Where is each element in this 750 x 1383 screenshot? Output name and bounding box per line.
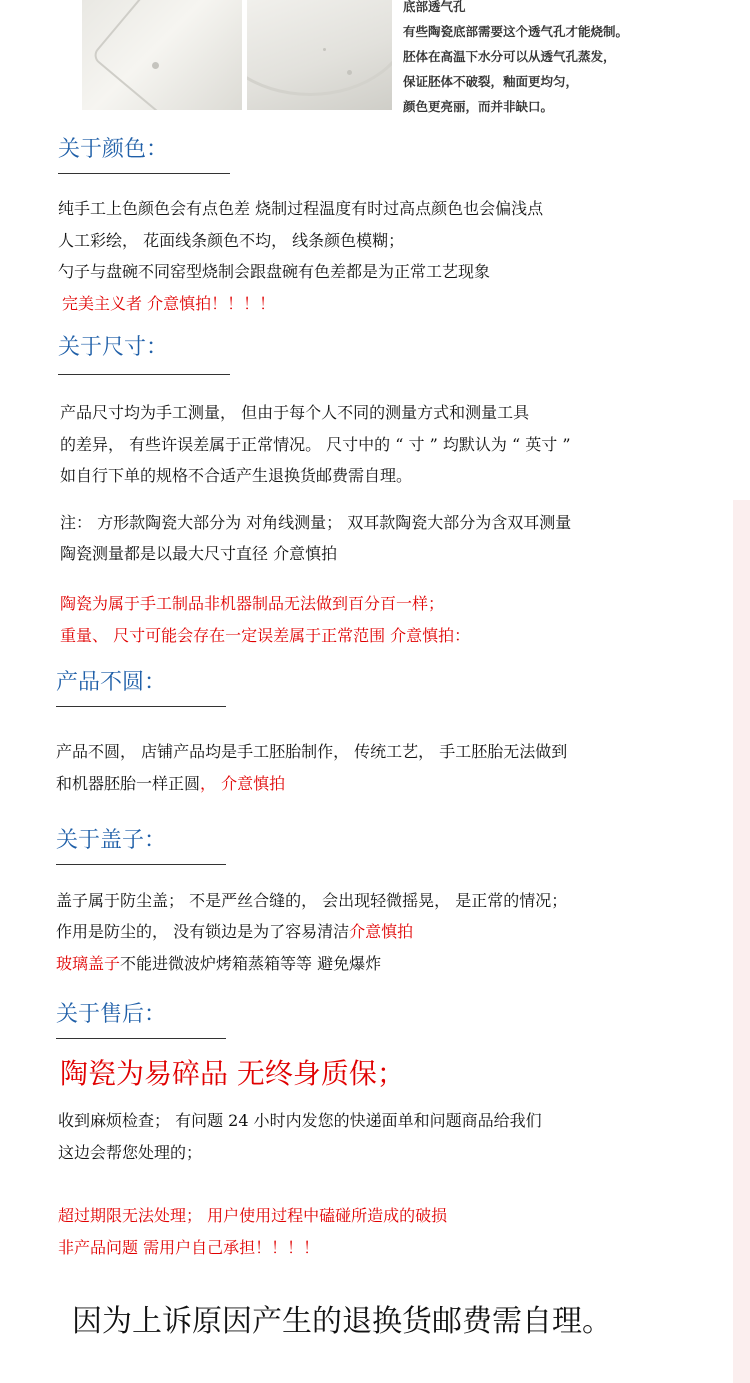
heading-underline (56, 864, 226, 865)
aftersale-text-line: 收到麻烦检查； 有问题 24 小时内发您的快递面单和问题商品给我们 (58, 1111, 542, 1130)
lid-text-line (56, 919, 413, 942)
vent-hole-note: 颜色更亮丽，而并非缺口。 (403, 99, 554, 114)
heading-underline (58, 173, 230, 174)
vent-hole-dot (152, 62, 159, 69)
aftersale-warning: 超过期限无法处理； 用户使用过程中磕碰所造成的破损 (58, 1206, 448, 1225)
heading-aftersale: 关于售后： (56, 1002, 167, 1027)
aftersale-text-line: 这边会帮您处理的； (58, 1143, 203, 1162)
vent-hole-title: 底部透气孔 (403, 0, 466, 14)
product-photo-left (82, 0, 242, 110)
size-text-line: 的差异， 有些许误差属于正常情况。 尺寸中的 “ 寸 ” 均默认为 “ 英寸 ” (60, 435, 571, 454)
size-note-line: 注： 方形款陶瓷大部分为 对角线测量； 双耳款陶瓷大部分为含双耳测量 (60, 513, 572, 532)
vent-hole-note: 有些陶瓷底部需要这个透气孔才能烧制。 (403, 24, 629, 39)
heading-color: 关于颜色： (58, 137, 169, 162)
heading-underline (58, 374, 230, 375)
size-note-line: 陶瓷测量都是以最大尺寸直径 介意慎拍 (60, 544, 338, 563)
lid-text-line: 盖子属于防尘盖； 不是严丝合缝的， 会出现轻微摇晃， 是正常的情况； (56, 891, 568, 910)
lid-warning: 介意慎拍 (349, 922, 414, 941)
roundness-text-line: 产品不圆， 店铺产品均是手工胚胎制作， 传统工艺， 手工胚胎无法做到 (56, 742, 568, 761)
side-decoration (733, 500, 750, 1383)
heading-roundness: 产品不圆： (56, 670, 167, 695)
heading-underline (56, 706, 226, 707)
product-photo-right (247, 0, 392, 110)
lid-text-black: 不能进微波炉烤箱蒸箱等等 避免爆炸 (120, 954, 382, 973)
aftersale-warning: 非产品问题 需用户自己承担！！！！ (58, 1238, 320, 1257)
size-text-line: 如自行下单的规格不合适产生退换货邮费需自理。 (60, 466, 413, 485)
color-text-line: 人工彩绘， 花面线条颜色不均， 线条颜色模糊； (58, 231, 405, 250)
heading-size: 关于尺寸： (58, 335, 169, 360)
vent-hole-dot (347, 70, 352, 75)
color-text-line: 纯手工上色颜色会有点色差 烧制过程温度有时过高点颜色也会偏浅点 (58, 199, 544, 218)
roundness-text-line (56, 771, 285, 794)
size-text-line: 产品尺寸均为手工测量， 但由于每个人不同的测量方式和测量工具 (60, 403, 530, 422)
vent-hole-note: 保证胚体不破裂，釉面更均匀， (403, 74, 579, 89)
fragile-warning: 陶瓷为易碎品 无终身质保； (60, 1057, 405, 1090)
size-warning: 重量、 尺寸可能会存在一定误差属于正常范围 介意慎拍： (60, 626, 471, 645)
vent-hole-note: 胚体在高温下水分可以从透气孔蒸发， (403, 49, 616, 64)
vent-hole-dot (323, 48, 326, 51)
vent-hole-notes (403, 0, 628, 119)
footer-notice: 因为上诉原因产生的退换货邮费需自理。 (72, 1304, 612, 1339)
heading-underline (56, 1038, 226, 1039)
color-text-line: 勺子与盘碗不同窑型烧制会跟盘碗有色差都是为正常工艺现象 (58, 262, 491, 281)
heading-lid: 关于盖子： (56, 828, 167, 853)
lid-glass-label: 玻璃盖子 (56, 954, 121, 973)
lid-text-line (56, 951, 381, 974)
lid-text-black: 作用是防尘的， 没有锁边是为了容易清洁 (56, 922, 350, 941)
color-warning: 完美主义者 介意慎拍！！！！ (62, 294, 276, 313)
size-warning: 陶瓷为属于手工制品非机器制品无法做到百分百一样； (60, 594, 445, 613)
roundness-text-black: 和机器胚胎一样正圆 (56, 774, 201, 793)
roundness-warning: ， 介意慎拍 (200, 774, 286, 793)
